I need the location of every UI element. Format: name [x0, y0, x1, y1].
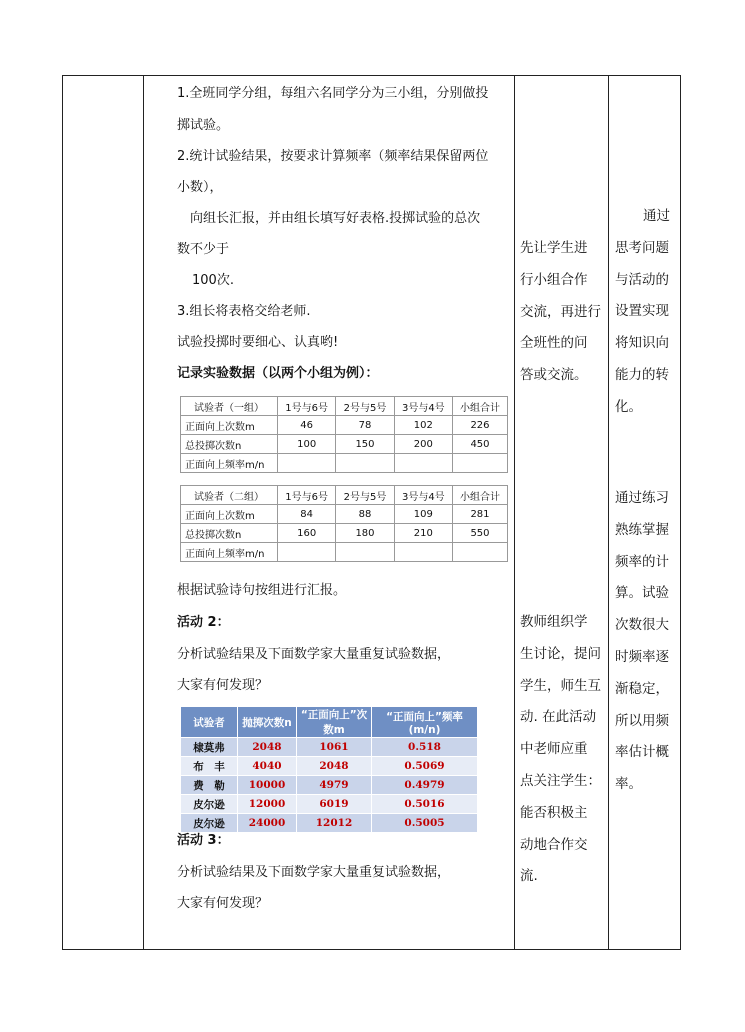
table-cell [336, 454, 394, 473]
table-cell: 2048 [238, 738, 297, 757]
note-line: 算。试验 [615, 585, 669, 602]
note-line: 全班性的问 [520, 335, 588, 352]
note-line: 频率的计 [615, 553, 669, 570]
record-heading: 记录实验数据（以两个小组为例）： [177, 366, 379, 381]
note-line: 设置实现 [615, 303, 669, 320]
note-line: 化。 [615, 398, 642, 415]
experimenter-name: 皮尔逊 [181, 795, 238, 814]
header-cell: 试验者（一组） [181, 397, 278, 416]
note-line: 教师组织学 [520, 614, 588, 630]
experimenter-name: 棣莫弗 [181, 738, 238, 757]
activity2-line1: 分析试验结果及下面数学家大量重复试验数据， [177, 647, 451, 662]
note-line: 动地合作交 [520, 836, 588, 853]
column-divider-2 [514, 75, 515, 950]
experimenter-name: 布 丰 [181, 757, 238, 776]
table-cell: 84 [278, 505, 336, 524]
note-line: 交流，再进行 [520, 303, 601, 320]
table-row [181, 543, 508, 562]
table-header-row [181, 486, 508, 505]
data-table-group1 [180, 396, 508, 473]
table-cell [336, 543, 394, 562]
table-cell [278, 454, 336, 473]
table-cell: 12000 [238, 795, 297, 814]
row-label: 总投掷次数n [181, 524, 278, 543]
header-cell: “正面向上”频率(m/n) [372, 707, 478, 738]
table-row [181, 795, 478, 814]
note-line: 答或交流。 [520, 367, 588, 384]
table-cell: 0.5069 [372, 757, 478, 776]
table-cell [452, 454, 507, 473]
table-cell: 46 [278, 416, 336, 435]
table-cell: 24000 [238, 814, 297, 833]
table-cell: 4979 [297, 776, 372, 795]
table-cell: 200 [394, 435, 452, 454]
table-cell [394, 454, 452, 473]
note-line: 思考问题 [615, 239, 669, 256]
note-line: 能否积极主 [520, 804, 588, 821]
activity2-title: 活动 2： [177, 615, 230, 630]
table-cell: 550 [452, 524, 507, 543]
table-cell: 10000 [238, 776, 297, 795]
note-line: 渐稳定， [615, 680, 669, 697]
table-cell: 78 [336, 416, 394, 435]
text-line-3: 2.统计试验结果，按要求计算频率（频率结果保留两位 [177, 149, 489, 164]
table-cell: 102 [394, 416, 452, 435]
report-line: 根据试验诗句按组进行汇报。 [177, 583, 347, 598]
header-cell: 3号与4号 [394, 486, 452, 505]
header-cell: “正面向上”次数m [297, 707, 372, 738]
table-row [181, 814, 478, 833]
table-row [181, 435, 508, 454]
note-line: 行小组合作 [520, 271, 588, 288]
text-line-9: 试验投掷时要细心、认真哟! [177, 335, 339, 350]
table-row [181, 757, 478, 776]
note-line: 时频率逐 [615, 648, 669, 665]
row-label: 正面向上频率m/n [181, 454, 278, 473]
table-cell: 88 [336, 505, 394, 524]
table-row [181, 776, 478, 795]
text-line-4: 小数）， [177, 180, 223, 195]
table-cell: 0.4979 [372, 776, 478, 795]
table-cell: 210 [394, 524, 452, 543]
note-line: 点关注学生： [520, 772, 601, 789]
note-line: 次数很大 [615, 617, 669, 634]
design-intent-1 [615, 201, 677, 424]
table-cell: 1061 [297, 738, 372, 757]
column-divider-1 [143, 75, 144, 950]
note-line: 熟练掌握 [615, 521, 669, 538]
row-label: 正面向上次数m [181, 416, 278, 435]
table-cell: 0.5005 [372, 814, 478, 833]
header-cell: 1号与6号 [278, 397, 336, 416]
table-cell: 12012 [297, 814, 372, 833]
activity3-line2: 大家有何发现？ [177, 896, 269, 911]
note-line: 将知识向 [615, 335, 669, 352]
table-cell: 281 [452, 505, 507, 524]
note-line: 所以用频 [615, 712, 669, 729]
text-line-1: 1.全班同学分组，每组六名同学分为三小组，分别做投 [177, 86, 489, 101]
table-cell: 0.5016 [372, 795, 478, 814]
table-cell: 150 [336, 435, 394, 454]
table-header-row [181, 397, 508, 416]
note-line: 率。 [615, 776, 642, 793]
note-line: 中老师应重 [520, 741, 588, 758]
note-line: 先让学生进 [520, 240, 588, 256]
experimenter-name: 费 勒 [181, 776, 238, 795]
table-cell: 180 [336, 524, 394, 543]
design-intent-2 [615, 483, 677, 801]
data-table-group2 [180, 485, 508, 562]
table-cell: 450 [452, 435, 507, 454]
row-label: 正面向上频率m/n [181, 543, 278, 562]
historical-experiments-table [180, 706, 478, 833]
header-cell: 2号与5号 [336, 397, 394, 416]
experimenter-name: 皮尔逊 [181, 814, 238, 833]
note-line: 流. [520, 868, 538, 885]
table-cell [452, 543, 507, 562]
table-cell: 4040 [238, 757, 297, 776]
text-line-6: 数不少于 [177, 242, 230, 257]
row-label: 总投掷次数n [181, 435, 278, 454]
header-cell: 抛掷次数n [238, 707, 297, 738]
header-cell: 试验者（二组） [181, 486, 278, 505]
table-row [181, 524, 508, 543]
table-cell: 2048 [297, 757, 372, 776]
text-line-2: 掷试验。 [177, 118, 230, 133]
note-line: 率估计概 [615, 744, 669, 761]
header-cell: 小组合计 [452, 486, 507, 505]
note-line: 通过 [643, 208, 670, 224]
table-cell: 226 [452, 416, 507, 435]
text-line-5: 向组长汇报，并由组长填写好表格.投掷试验的总次 [190, 211, 481, 226]
activity3-title: 活动 3： [177, 833, 230, 848]
column-divider-3 [608, 75, 609, 950]
table-cell: 100 [278, 435, 336, 454]
activity2-line2: 大家有何发现？ [177, 678, 269, 693]
row-label: 正面向上次数m [181, 505, 278, 524]
header-cell: 2号与5号 [336, 486, 394, 505]
teacher-note-2 [520, 607, 606, 893]
table-row [181, 416, 508, 435]
note-line: 与活动的 [615, 271, 669, 288]
table-row [181, 505, 508, 524]
table-header-row [181, 707, 478, 738]
table-cell [394, 543, 452, 562]
note-line: 能力的转 [615, 366, 669, 383]
table-cell: 109 [394, 505, 452, 524]
table-cell [278, 543, 336, 562]
table-cell: 160 [278, 524, 336, 543]
table-cell: 6019 [297, 795, 372, 814]
note-line: 学生，师生互 [520, 677, 601, 694]
note-line: 生讨论，提问 [520, 645, 601, 662]
teacher-note-1 [520, 233, 606, 392]
header-cell: 小组合计 [452, 397, 507, 416]
note-line: 通过练习 [615, 490, 669, 506]
text-line-7: 100次. [192, 273, 234, 288]
table-row [181, 738, 478, 757]
header-cell: 试验者 [181, 707, 238, 738]
header-cell: 3号与4号 [394, 397, 452, 416]
header-cell: 1号与6号 [278, 486, 336, 505]
table-cell: 0.518 [372, 738, 478, 757]
activity3-line1: 分析试验结果及下面数学家大量重复试验数据， [177, 865, 451, 880]
text-line-8: 3.组长将表格交给老师. [177, 304, 311, 319]
note-line: 动. 在此活动 [520, 709, 597, 726]
table-row [181, 454, 508, 473]
